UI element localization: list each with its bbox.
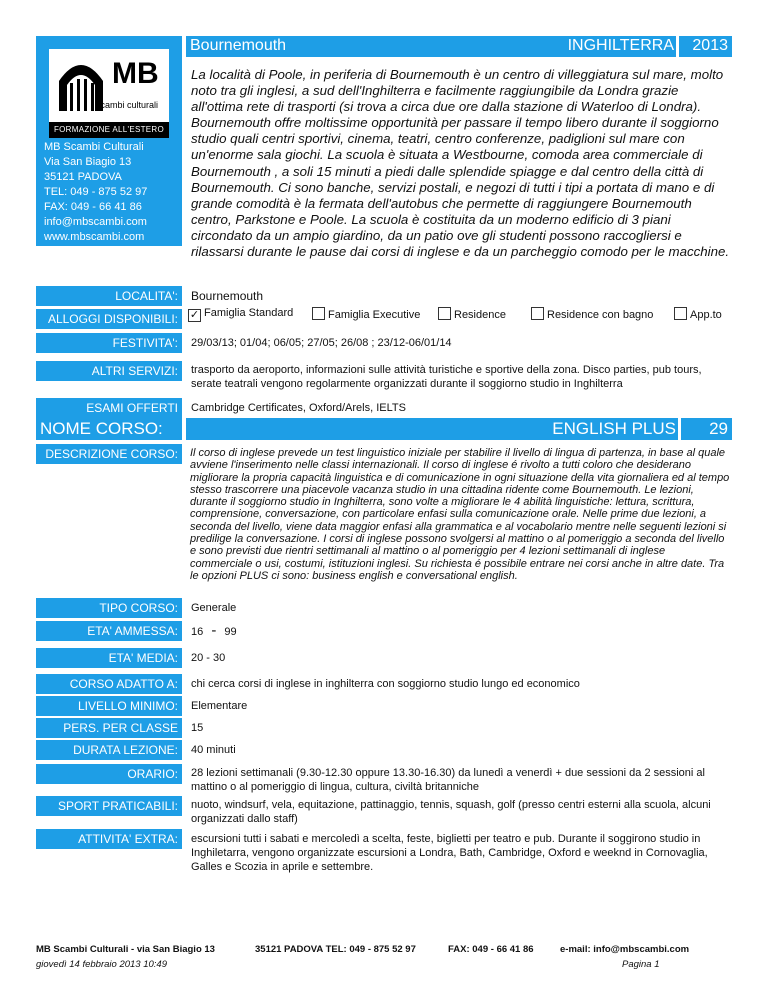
logo-panel [36, 36, 182, 246]
alloggio-label: App.to [690, 309, 722, 321]
contact-fax: FAX: 049 - 66 41 86 [44, 201, 142, 213]
label-festivita: FESTIVITA': [36, 333, 182, 353]
label-nome-corso: NOME CORSO: [36, 418, 182, 440]
label-esami: ESAMI OFFERTI [36, 398, 182, 418]
course-number: 29 [709, 419, 728, 438]
value-attivita: escursioni tutti i sabati e mercoledì a scelta, feste, biglietti per teatro e pub. Durante il soggirono studio in Inghiletarra, vengono organizzate escursioni a Londra, Bath, Cambridge, Oxford e weeknd in Cornovaglia, Galles e Scozia in aprile e settembre. [191, 833, 708, 873]
alloggio-label: Famiglia Standard [204, 307, 294, 319]
label-servizi: ALTRI SERVIZI: [36, 361, 182, 381]
value-servizi: trasporto da aeroporto, informazioni sulle attività turistiche e sportive della zona. Disco parties, pub tours, serate teatrali vengono regolarmente organizzati durante il soggiorno studio in Inghilterra [191, 364, 702, 390]
logo-mb-text: MB [112, 57, 159, 90]
label-alloggi: ALLOGGI DISPONIBILI: [36, 309, 182, 329]
footer-fax: FAX: 049 - 66 41 86 [448, 944, 534, 955]
contact-city: 35121 PADOVA [44, 171, 122, 183]
label-livello: LIVELLO MINIMO: [36, 696, 182, 716]
value-eta-ammessa [191, 624, 726, 639]
alloggio-option[interactable] [438, 307, 506, 321]
logo [49, 49, 169, 138]
label-eta-media: ETA' MEDIA: [36, 648, 182, 668]
value-tipo: Generale [191, 602, 237, 614]
label-descrizione: DESCRIZIONE CORSO: [36, 444, 182, 464]
eta-separator: - [211, 622, 217, 639]
eta-max: 99 [224, 626, 237, 638]
course-bar [186, 418, 732, 440]
alloggio-label: Residence [454, 309, 506, 321]
label-pers: PERS. PER CLASSE [36, 718, 182, 738]
header-year: 2013 [692, 37, 728, 54]
footer-city-tel: 35121 PADOVA TEL: 049 - 875 52 97 [255, 944, 416, 955]
alloggio-label: Famiglia Executive [328, 309, 421, 321]
checkbox-icon[interactable] [531, 307, 544, 320]
checkbox-icon[interactable]: ✓ [189, 309, 200, 321]
value-orario: 28 lezioni settimanali (9.30-12.30 oppure 13.30-16.30) da lunedì a venerdì + due sessioni da 2 sessioni al mattino o al pomeriggio di lingua, cultura, civiltà britanniche [191, 767, 705, 793]
label-attivita: ATTIVITA' EXTRA: [36, 829, 182, 849]
checkbox-icon[interactable] [674, 307, 687, 320]
alloggio-option[interactable] [312, 307, 420, 321]
header-divider [676, 36, 679, 57]
header-city: Bournemouth [190, 37, 287, 54]
label-eta-ammessa: ETA' AMMESSA: [36, 621, 182, 641]
alloggio-label: Residence con bagno [547, 309, 654, 321]
label-sport: SPORT PRATICABILI: [36, 796, 182, 816]
checkbox-icon[interactable] [438, 307, 451, 320]
course-description: Il corso di inglese prevede un test linguistico iniziale per stabilire il livello di lingua di partenza, in base al quale avviene l'inserimento nelle classi internazionali. Il corso di inglese é rivolto a tutti coloro che desiderano migliorare la propria capacità linguistica e di comunicazione in ogni situazione della vita giornaliera ed al tempo stesso trascorrere una piacevole vacanza studio in una cittadina ridente come Bournemouth. Le lezioni, durante il soggiorno studio in Inghilterra, sono volte a migliorare le 4 abilità linguistiche: lettura, scrittura, comprensione, conversazione, con particolare enfasi sulla comunicazione orale. Nelle prime due lezioni, a seconda del livello, viene data maggior enfasi alla grammatica e al vocabolario mentre nelle seguenti lezioni si predilige la conversazione. I corsi di inglese possono svolgersi al mattino o al pomeriggio a seconda del livello e sono previsti due rientri settimanali al mattino o al pomeriggio per 4 lezioni settimanali di inglese commerciale o usi, costumi, istituzioni inglesi. Su richiesta é possibile entrare nei corsi anche in altre date. Tra le opzioni PLUS ci sono: business english e conversational english. [190, 447, 730, 582]
label-tipo: TIPO CORSO: [36, 598, 182, 618]
contact-email[interactable]: info@mbscambi.com [44, 216, 147, 228]
value-festivita: 29/03/13; 01/04; 06/05; 27/05; 26/08 ; 23/12-06/01/14 [191, 337, 452, 349]
alloggi-options [188, 307, 733, 325]
footer-email: e-mail: info@mbscambi.com [560, 944, 690, 955]
course-name: ENGLISH PLUS [552, 419, 676, 438]
label-orario: ORARIO: [36, 764, 182, 784]
header-bar [186, 36, 732, 57]
value-livello: Elementare [191, 700, 248, 712]
footer-address: MB Scambi Culturali - via San Biagio 13 [36, 944, 215, 955]
value-localita: Bournemouth [191, 289, 264, 303]
contact-website[interactable]: www.mbscambi.com [44, 231, 145, 243]
value-esami: Cambridge Certificates, Oxford/Arels, IELTS [191, 402, 406, 414]
value-adatto: chi cerca corsi di inglese in inghilterra con soggiorno studio lungo ed economico [191, 678, 580, 690]
contact-block [44, 140, 147, 245]
alloggio-option[interactable] [674, 307, 722, 321]
intro-text: La località di Poole, in periferia di Bournemouth è un centro di villeggiatura sul mare, molto noto tra gli inglesi, a sud dell'Inghilterra e facilmente raggiungibile da Londra grazie all'ottima rete di trasporti (si trova a circa due ore dalla stazione di Waterloo di Londra). Bournemouth offre moltissime opportunità per passare il tempo libero durante il soggiorno studio quali centri sportivi, cinema, teatri, centro conferenze, padiglioni sul mare con un'enorme sala giochi. La scuola è situata a Westbourne, comoda area commerciale di Bournemouth , a soli 15 minuti a piedi dalle splendide spiagge e dal centro della città di Bournemouth. Ci sono banche, servizi postali, e negozi di tutti i tipi a portata di mano e di grande comodità è la fermata dell'autobus che permette di raggiungere Bournemouth centro, Parkstone e Poole. La scuola è costituita da un moderno edificio di 3 piani circondato da un ampio giardino, da un patio ove gli studenti possono raccogliersi e rilassarsi durante le pause dai corsi di inglese e da un parcheggio comodo per le macchine. [191, 67, 730, 260]
contact-street: Via San Biagio 13 [44, 156, 132, 168]
value-pers: 15 [191, 722, 204, 734]
alloggio-option[interactable] [188, 307, 293, 322]
contact-tel: TEL: 049 - 875 52 97 [44, 186, 148, 198]
contact-name: MB Scambi Culturali [44, 141, 144, 153]
label-adatto: CORSO ADATTO A: [36, 674, 182, 694]
value-eta-media: 20 - 30 [191, 652, 226, 664]
footer-date: giovedì 14 febbraio 2013 10:49 [36, 959, 167, 970]
value-durata: 40 minuti [191, 744, 236, 756]
footer-page: Pagina 1 [622, 959, 660, 970]
label-localita: LOCALITA': [36, 286, 182, 306]
logo-subtitle: scambi culturali [96, 100, 159, 110]
logo-band: FORMAZIONE ALL'ESTERO [49, 122, 169, 138]
eta-min: 16 [191, 626, 204, 638]
header-country: INGHILTERRA [567, 37, 674, 54]
course-divider [678, 418, 681, 440]
checkbox-icon[interactable] [312, 307, 325, 320]
value-sport: nuoto, windsurf, vela, equitazione, pattinaggio, tennis, squash, golf (presso centri esterni alla scuola, alcuni organizzati dallo staff) [191, 799, 711, 825]
alloggio-option[interactable] [531, 307, 653, 321]
label-durata: DURATA LEZIONE: [36, 740, 182, 760]
